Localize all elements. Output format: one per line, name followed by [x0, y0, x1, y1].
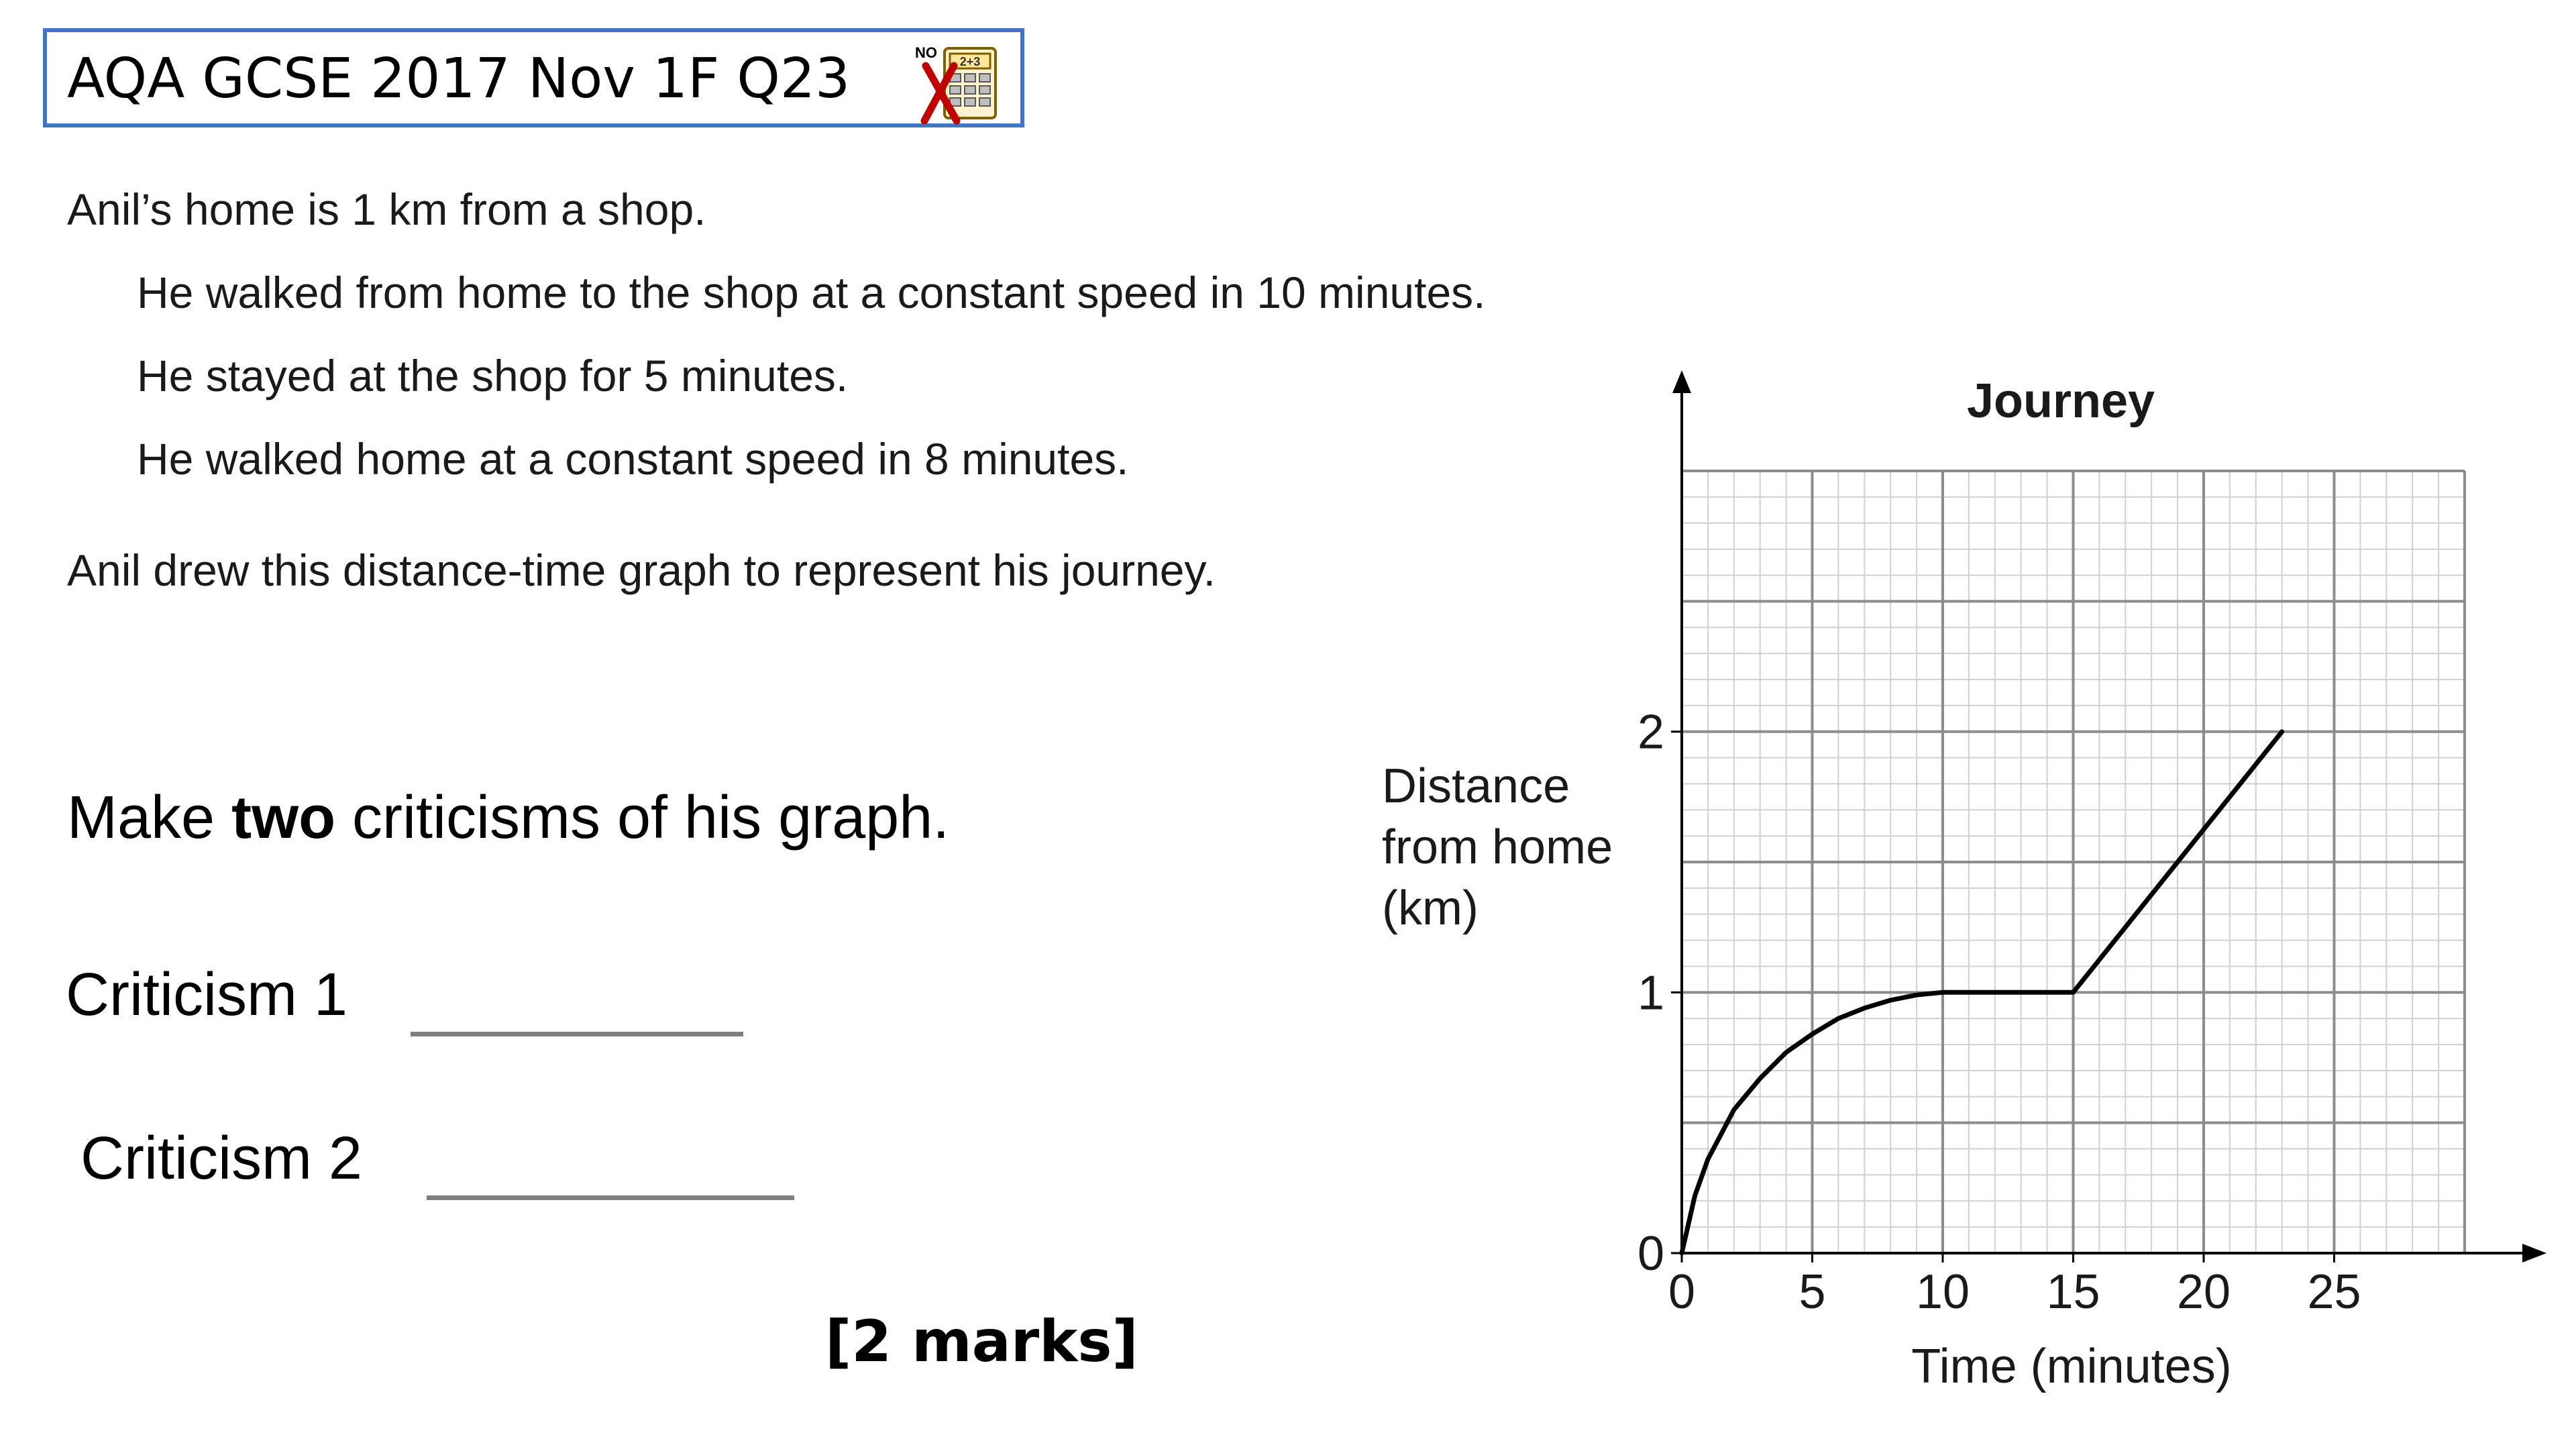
question-emphasis: two	[231, 784, 336, 851]
question-suffix: criticisms of his graph.	[335, 784, 950, 851]
marks-label: [2 marks]	[825, 1308, 1138, 1375]
question-header	[43, 28, 1024, 127]
intro-line-5: Anil drew this distance-time graph to represent his journey.	[67, 545, 1216, 595]
criticism-2-answer-line[interactable]	[427, 1195, 794, 1200]
criticism-2-label: Criticism 2	[80, 1125, 362, 1192]
major-gridlines	[1682, 471, 2465, 1253]
calculator-display: 2+3	[959, 55, 981, 68]
intro-line-3: He stayed at the shop for 5 minutes.	[137, 351, 849, 400]
y-axis-label-line-1: Distance	[1382, 759, 1570, 813]
calculator-badge: NO	[915, 44, 937, 61]
chart-axes	[1671, 370, 2546, 1263]
question-prefix: Make	[67, 784, 232, 851]
y-axis-label-line-2: from home	[1382, 820, 1613, 874]
criticism-1-label: Criticism 1	[66, 961, 347, 1028]
y-tick-label: 0	[1637, 1227, 1664, 1281]
x-tick-label: 5	[1799, 1265, 1826, 1319]
y-axis-label	[1382, 759, 1613, 935]
question-text	[67, 784, 949, 853]
x-axis-arrow	[2522, 1244, 2546, 1263]
y-tick-label: 1	[1637, 966, 1664, 1020]
intro-line-4: He walked home at a constant speed in 8 minutes.	[137, 434, 1129, 484]
no-calculator-icon	[914, 39, 1001, 126]
intro-line-2: He walked from home to the shop at a constant speed in 10 minutes.	[137, 268, 1486, 317]
x-axis-label: Time (minutes)	[1911, 1340, 2232, 1393]
question-title: AQA GCSE 2017 Nov 1F Q23	[67, 47, 851, 111]
intro-line-1: Anil’s home is 1 km from a shop.	[67, 184, 706, 234]
journey-chart	[1315, 362, 2549, 1409]
y-axis-arrow	[1672, 370, 1691, 393]
chart-title: Journey	[1966, 374, 2155, 428]
x-tick-label: 20	[2176, 1265, 2231, 1319]
x-tick-label: 25	[2307, 1265, 2361, 1319]
criticism-1-answer-line[interactable]	[411, 1032, 743, 1036]
y-axis-label-line-3: (km)	[1382, 881, 1479, 935]
x-tick-label: 0	[1668, 1265, 1696, 1319]
x-tick-label: 10	[1915, 1265, 1970, 1319]
y-tick-label: 2	[1637, 705, 1664, 759]
x-tick-label: 15	[2046, 1265, 2100, 1319]
